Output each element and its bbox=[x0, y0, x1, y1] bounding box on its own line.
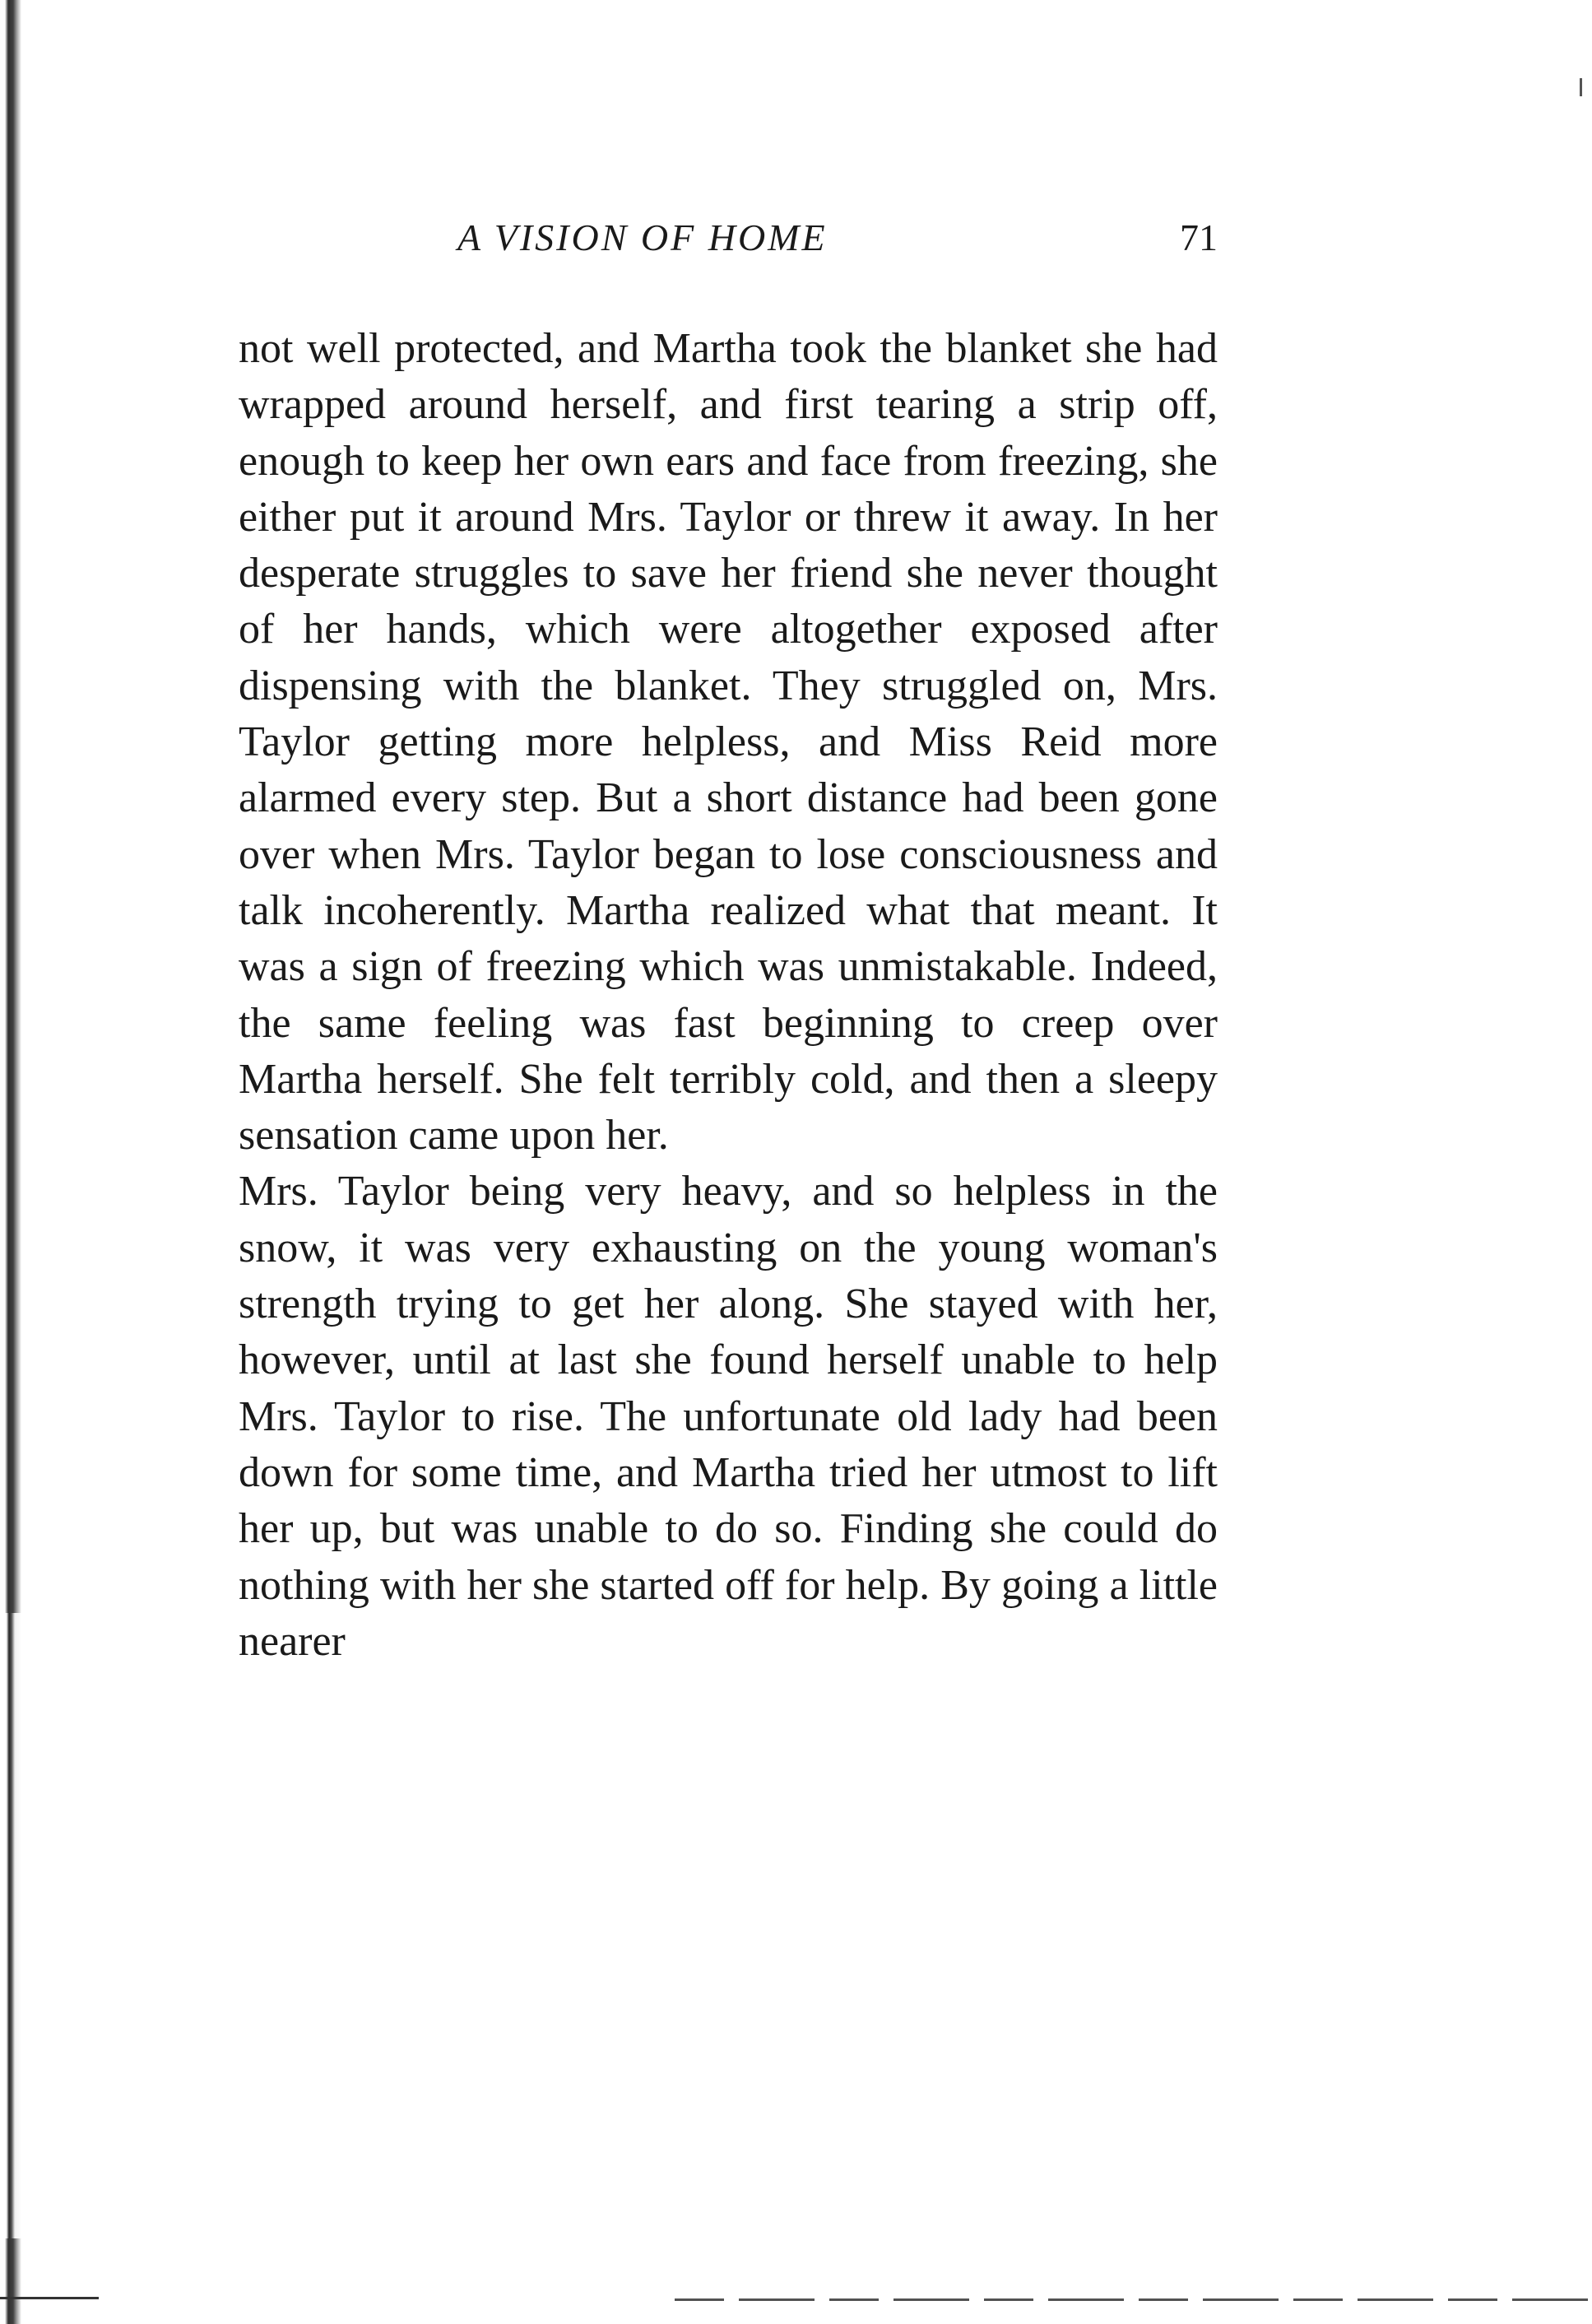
bottom-rule bbox=[0, 2297, 99, 2299]
paragraph-2: Mrs. Taylor being very heavy, and so helpless in the snow, it was very exhausting on the young woman's strength trying to get her along. She stayed with her, however, until at last she found herself unable to help Mrs. Taylor to rise. The unfortunate old lady had been down for some time, and Martha tried her utmost to lift her up, but was unable to do so. Finding she could do nothing with her she started off for help. By going a little nearer bbox=[239, 1168, 1218, 1665]
running-head: A VISION OF HOME bbox=[457, 216, 828, 258]
binding-edge-shadow-lower bbox=[0, 1613, 53, 2238]
edge-mark bbox=[1580, 78, 1582, 96]
paragraph-1: not well protected, and Martha took the blanket she had wrapped around herself, and first tearing a strip off, enough to keep her own ears and face from freezing, she either put it around Mrs. Taylor or threw it away. In her desperate struggles to save her friend she never thought of her hands, which were altogether exposed after dispensing with the blanket. They struggled on, Mrs. Taylor getting more helpless, and Miss Reid more alarmed every step. But a short distance had been gone over when Mrs. Taylor began to lose consciousness and talk incoherently. Martha realized what that meant. It was a sign of freezing which was unmistakable. Indeed, the same feeling was fast beginning to creep over Martha herself. She felt terribly cold, and then a sleepy sensation came upon her. bbox=[239, 325, 1218, 1160]
body-text bbox=[239, 321, 1218, 1670]
page-header bbox=[239, 216, 1218, 265]
bottom-dashes bbox=[675, 2298, 1592, 2301]
page-number: 71 bbox=[1180, 216, 1218, 258]
